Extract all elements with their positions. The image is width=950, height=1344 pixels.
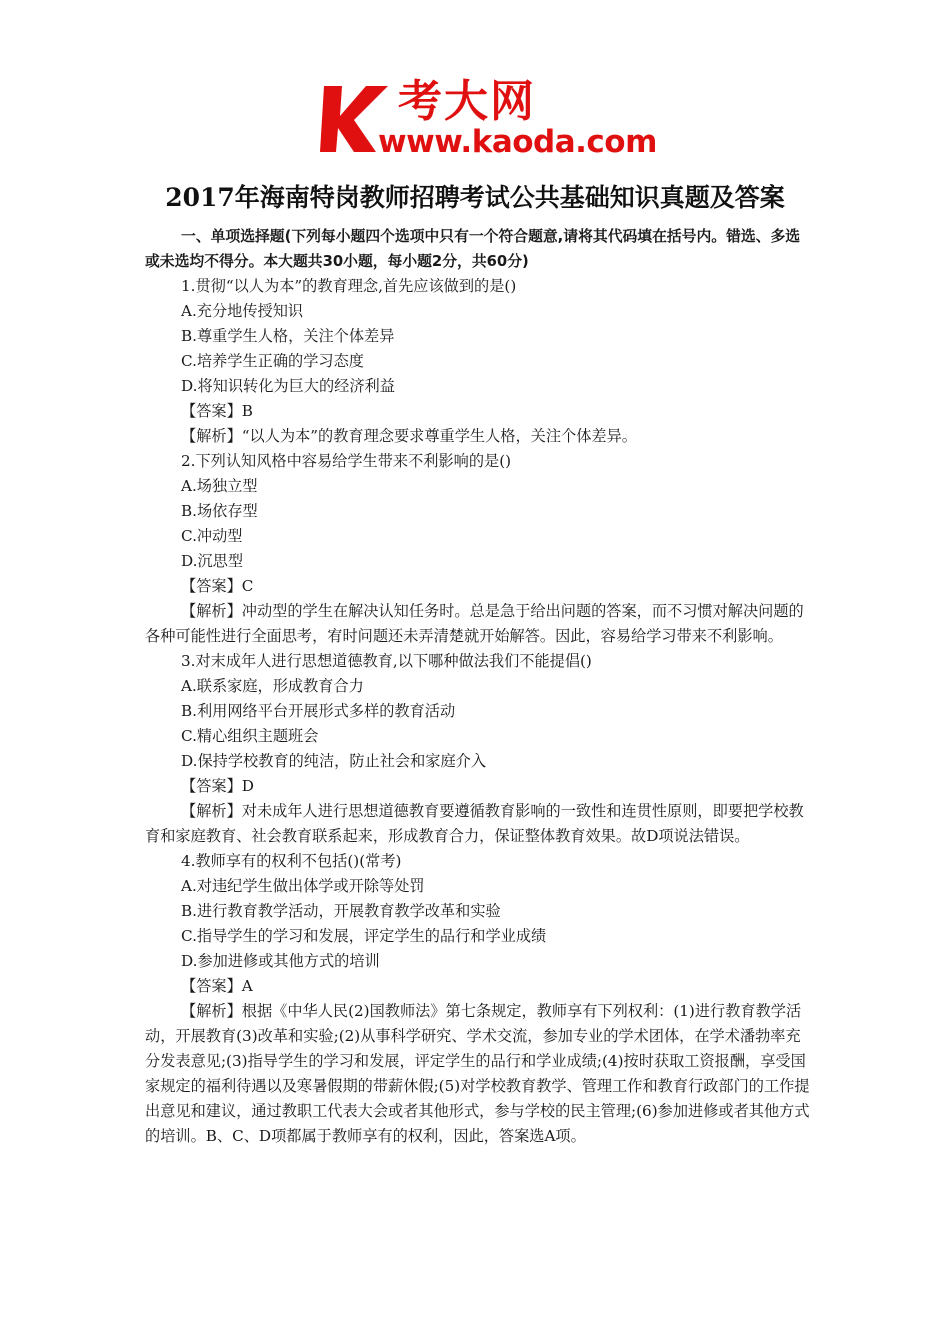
document-body [145,224,811,1149]
analysis: 【解析】“以人为本”的教育理念要求尊重学生人格，关注个体差异。 [181,427,637,445]
option: C.指导学生的学习和发展，评定学生的品行和学业成绩 [181,927,547,945]
question-3 [145,649,811,849]
answer: 【答案】B [181,402,253,420]
option: A.场独立型 [181,477,258,495]
question-1 [145,274,811,449]
question-stem: 3.对末成年人进行思想道德教育,以下哪种做法我们不能提倡() [181,652,592,670]
document-title: 2017年海南特岗教师招聘考试公共基础知识真题及答案 [165,183,785,212]
option: A.对违纪学生做出体学或开除等处罚 [181,877,425,895]
option: B.场依存型 [181,502,258,520]
section-intro: 一、单项选择题(下列每小题四个选项中只有一个符合题意,请将其代码填在括号内。错选、多选或未选均不得分。本大题共30小题，每小题2分，共60分) [145,228,801,270]
answer: 【答案】C [181,577,254,595]
option: A.联系家庭，形成教育合力 [181,677,364,695]
option: C.培养学生正确的学习态度 [181,352,364,370]
option: C.精心组织主题班会 [181,727,319,745]
question-2 [145,449,811,649]
option: D.将知识转化为巨大的经济利益 [181,377,395,395]
option: D.保持学校教育的纯洁，防止社会和家庭介入 [181,752,487,770]
question-stem: 1.贯彻“以人为本”的教育理念,首先应该做到的是() [181,277,517,295]
option: D.参加进修或其他方式的培训 [181,952,380,970]
logo-url-text: www.kaoda.com [378,124,657,160]
analysis: 【解析】冲动型的学生在解决认知任务时。总是急于给出问题的答案，而不习惯对解决问题的各种可能性进行全面思考，宥时问题还未弄清楚就开始解答。因此，容易给学习带来不利影响。 [145,602,804,645]
kaoda-logo [318,76,657,164]
option: A.充分地传授知识 [181,302,304,320]
analysis: 【解析】对未成年人进行思想道德教育要遵循教育影响的一致性和连贯性原则，即要把学校教育和家庭教育、社会教育联系起来，形成教育合力，保证整体教育效果。故D项说法错误。 [145,802,804,845]
answer: 【答案】D [181,777,254,795]
option: B.进行教育教学活动，开展教育教学改革和实验 [181,902,501,920]
question-stem: 2.下列认知风格中容易给学生带来不利影响的是() [181,452,512,470]
option: B.尊重学生人格，关注个体差异 [181,327,395,345]
answer: 【答案】A [181,977,253,995]
question-4 [145,849,811,1149]
option: C.冲动型 [181,527,243,545]
option: B.利用网络平台开展形式多样的教育活动 [181,702,456,720]
analysis: 【解析】根据《中华人民(2)国教师法》第七条规定，教师享有下列权利：(1)进行教育教学活动，开展教育(3)改革和实验;(2)从事科学研究、学术交流，参加专业的学术团体，在学术潘勃率充分发表意见;(3)指导学生的学习和发展，评定学生的品行和学业成绩;(4)按时获取工资报酬，享受国家规定的福利待遇以及寒暑假期的带薪休假;(5)对学校教育教学、管理工作和教育行政部门的工作提出意见和建议，通过教职工代表大会或者其他形式，参与学校的民主管理;(6)参加进修或者其他方式的培训。B、C、D项都属于教师享有的权利，因此，答案选A项。 [145,1002,810,1145]
question-stem: 4.教师享有的权利不包括()(常考) [181,852,402,870]
logo-brand-text: 考大网 [398,76,536,127]
option: D.沉思型 [181,552,244,570]
